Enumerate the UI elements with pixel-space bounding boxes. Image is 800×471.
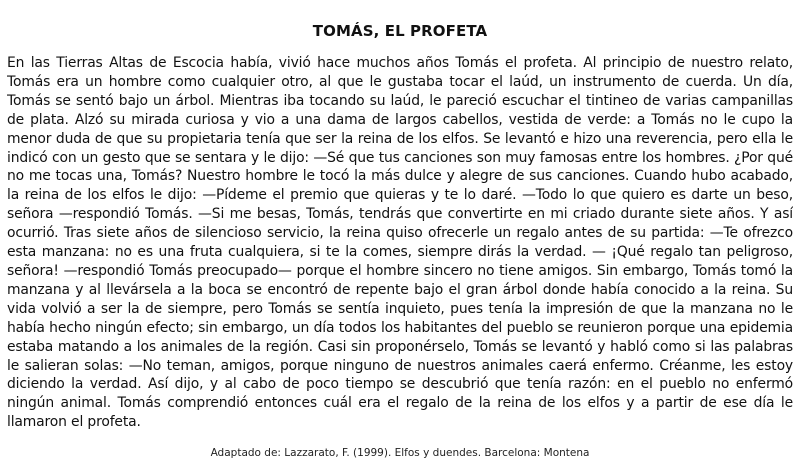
story-body-text: En las Tierras Altas de Escocia había, vivió hace muchos años Tomás el profeta. Al principio de nuestro relato, Tomás era un hombre como cualquier otro, al que le gustaba tocar el laúd, un instrumento de cuerda. Un día, Tomás se sentó bajo un árbol. Mientras iba tocando su laúd, le pareció escuchar el tintineo de varias campanillas de plata. Alzó su mirada curiosa y vio a una dama de largos cabellos, vestida de verde: a Tomás no le cupo la menor duda de que su propietaria tenía que ser la reina de los elfos. Se levantó e hizo una reverencia, pero ella le indicó con un gesto que se sentara y le dijo: —Sé que tus canciones son muy famosas entre los hombres. ¿Por qué no me tocas una, Tomás? Nuestro hombre le tocó la más dulce y alegre de sus canciones. Cuando hubo acabado, la reina de los elfos le dijo: —Pídeme el premio que quieras y te lo daré. —Todo lo que quiero es darte un beso, señora —respondió Tomás. —Si me besas, Tomás, tendrás que convertirte en mi criado durante siete años. Y así ocurrió. Tras siete años de silencioso servicio, la reina quiso ofrecerle un regalo antes de su partida: —Te ofrezco esta manzana: no es una fruta cualquiera, si te la comes, siempre dirás la verdad. — ¡Qué regalo tan peligroso, señora! —respondió Tomás preocupado— porque el hombre sincero no tiene amigos. Sin embargo, Tomás tomó la manzana y al llevársela a la boca se encontró de repente bajo el gran árbol donde había conocido a la reina. Su vida volvió a ser la de siempre, pero Tomás se sentía inquieto, pues tenía la impresión de que la manzana no le había hecho ningún efecto; sin embargo, un día todos los habitantes del pueblo se reunieron porque una epidemia estaba matando a los animales de la región. Casi sin proponérselo, Tomás se levantó y habló como si las palabras le salieran solas: —No teman, amigos, porque ninguno de nuestros animales caerá enfermo. Créanme, les estoy diciendo la verdad. Así dijo, y al cabo de poco tiempo se descubrió que tenía razón: en el pueblo no enfermó ningún animal. Tomás comprendió entonces cuál era el regalo de la reina de los elfos y a partir de ese día le llamaron el profeta. (7, 55, 793, 431)
source-credit: Adaptado de: Lazzarato, F. (1999). Elfos y duendes. Barcelona: Montena (210, 447, 590, 459)
story-body-container (7, 54, 793, 431)
document-title: TOMÁS, EL PROFETA (312, 22, 488, 40)
